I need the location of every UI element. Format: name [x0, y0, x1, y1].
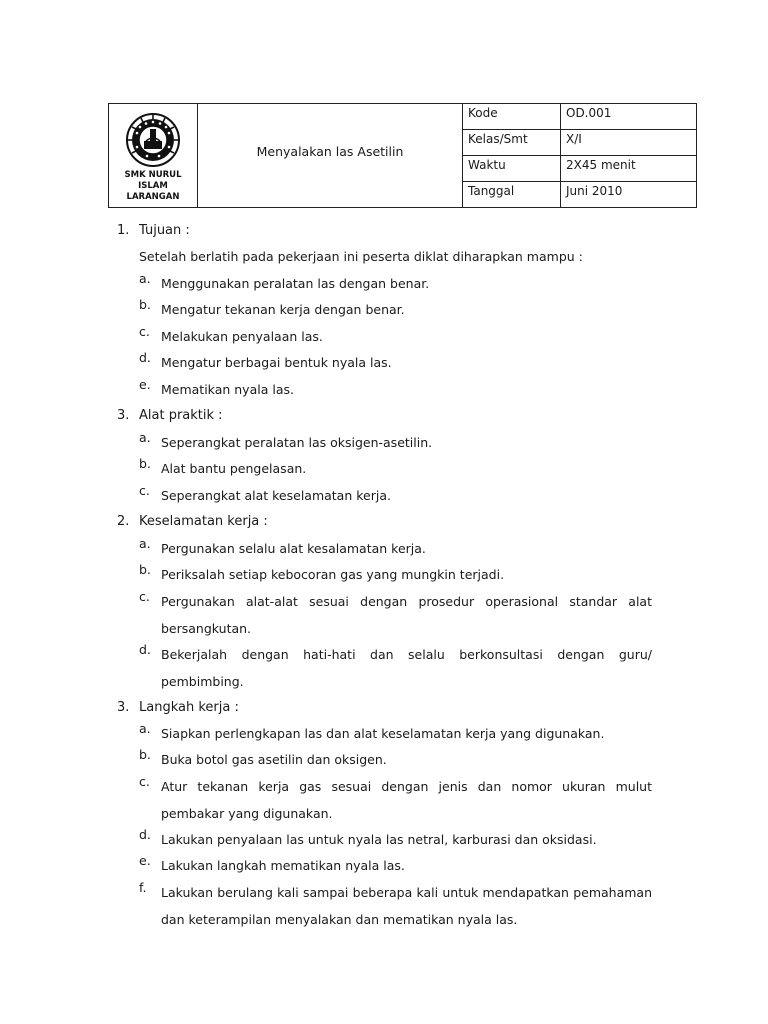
document-title-cell [198, 104, 463, 208]
school-name: SMK NURUL ISLAM LARANGAN [124, 170, 182, 202]
section-intro-tujuan: Setelah berlatih pada pekerjaan ini peserta diklat diharapkan mampu : [139, 249, 583, 264]
info-key-kelas: Kelas/Smt [463, 130, 561, 156]
info-value-tanggal: Juni 2010 [561, 182, 697, 208]
info-key-tanggal: Tanggal [463, 182, 561, 208]
logo-cell [109, 104, 198, 208]
info-key-waktu: Waktu [463, 156, 561, 182]
info-key-kode: Kode [463, 104, 561, 130]
section-heading-tujuan: 1. Tujuan : [117, 223, 190, 238]
section-heading-keselamatan-kerja: 2. Keselamatan kerja : [117, 514, 268, 529]
section-heading-langkah-kerja: 3. Langkah kerja : [117, 700, 239, 715]
header-table [108, 103, 697, 208]
info-value-kode: OD.001 [561, 104, 697, 130]
school-logo [109, 108, 197, 203]
info-value-waktu: 2X45 menit [561, 156, 697, 182]
document-title: Menyalakan las Asetilin [256, 144, 404, 159]
info-value-kelas: X/I [561, 130, 697, 156]
section-heading-alat-praktik: 3. Alat praktik : [117, 408, 223, 423]
school-emblem-icon [122, 112, 184, 168]
